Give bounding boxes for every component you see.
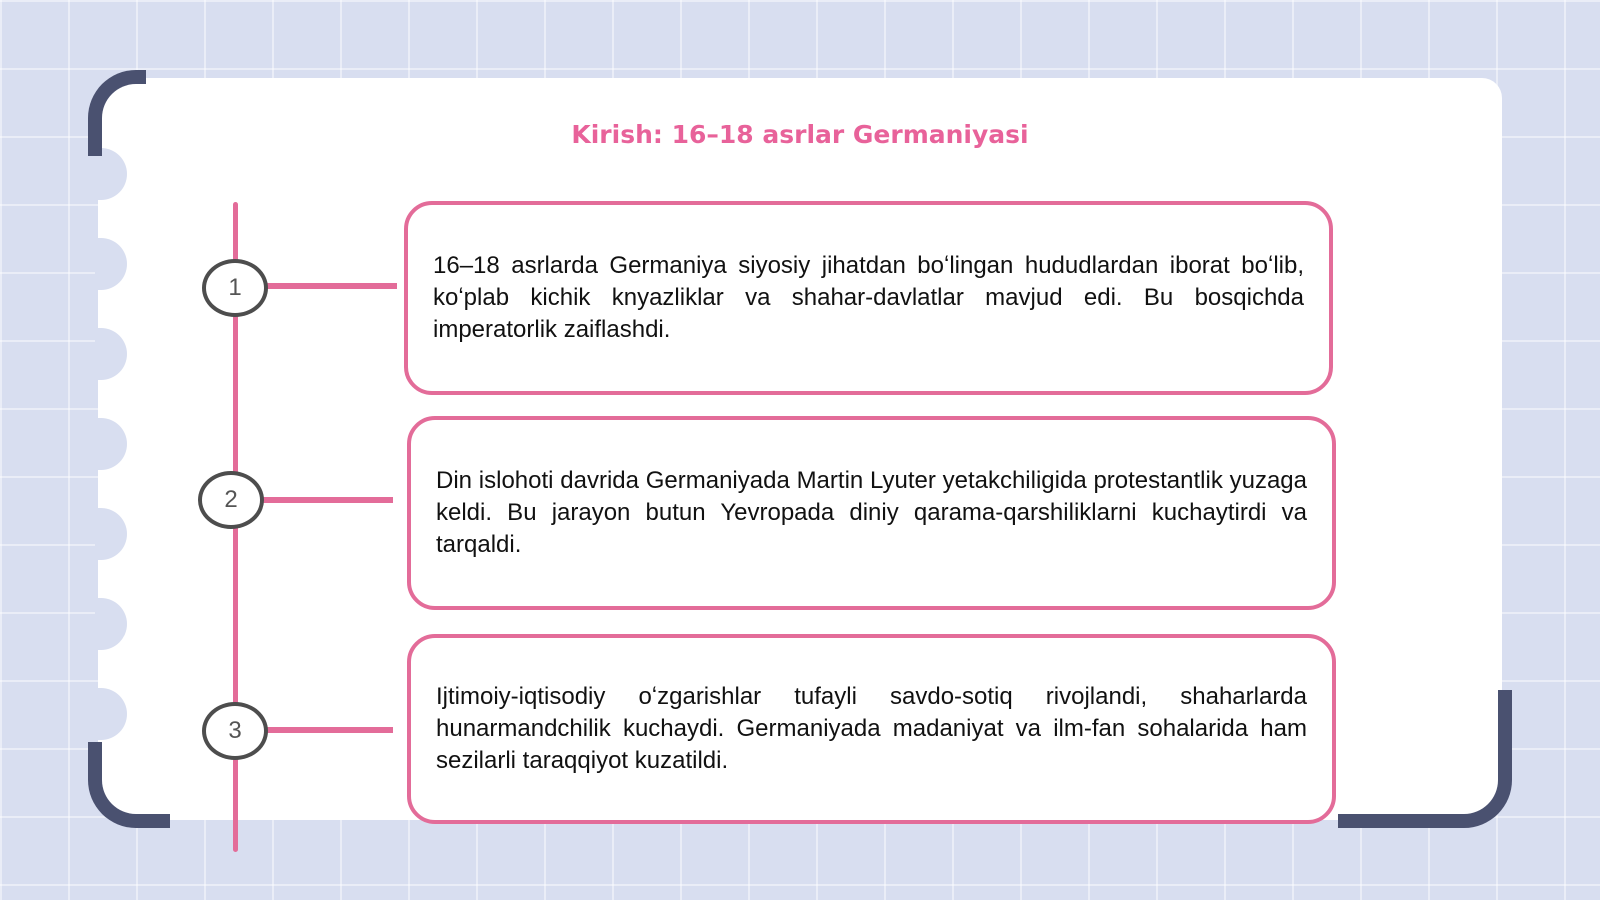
step-number-2: 2 [198, 471, 264, 529]
step-text-1: 16–18 asrlarda Germaniya siyosiy jihatdan boʻlingan hududlardan iborat boʻlib, koʻplab kichik knyazliklar va shahar-davlatlar mavjud edi. Bu bosqichda imperatorlik zaiflashdi. [433, 252, 1304, 343]
step-text-3: Ijtimoiy-iqtisodiy oʻzgarishlar tufayli savdo-sotiq rivojlandi, shaharlarda hunarmandchilik kuchaydi. Germaniyada madaniyat va ilm-fan sohalarida ham sezilarli taraqqiyot kuzatildi. [436, 683, 1307, 774]
step-box-1 [404, 201, 1333, 395]
frame-corner-bottom-left [88, 742, 170, 828]
step-box-3 [407, 634, 1336, 824]
step-box-2 [407, 416, 1336, 610]
step-number-3: 3 [202, 702, 268, 760]
step-number-1: 1 [202, 259, 268, 317]
step-connector-2 [258, 497, 393, 503]
step-connector-1 [262, 283, 397, 289]
step-connector-3 [262, 727, 393, 733]
frame-corner-bottom-right [1338, 690, 1512, 828]
step-text-2: Din islohoti davrida Germaniyada Martin Lyuter yetakchiligida protestantlik yuzaga keldi. Bu jarayon butun Yevropada diniy qarama-qarshiliklarni kuchaytirdi va tarqaldi. [436, 467, 1307, 558]
slide-title: Kirish: 16–18 asrlar Germaniyasi [571, 120, 1029, 149]
